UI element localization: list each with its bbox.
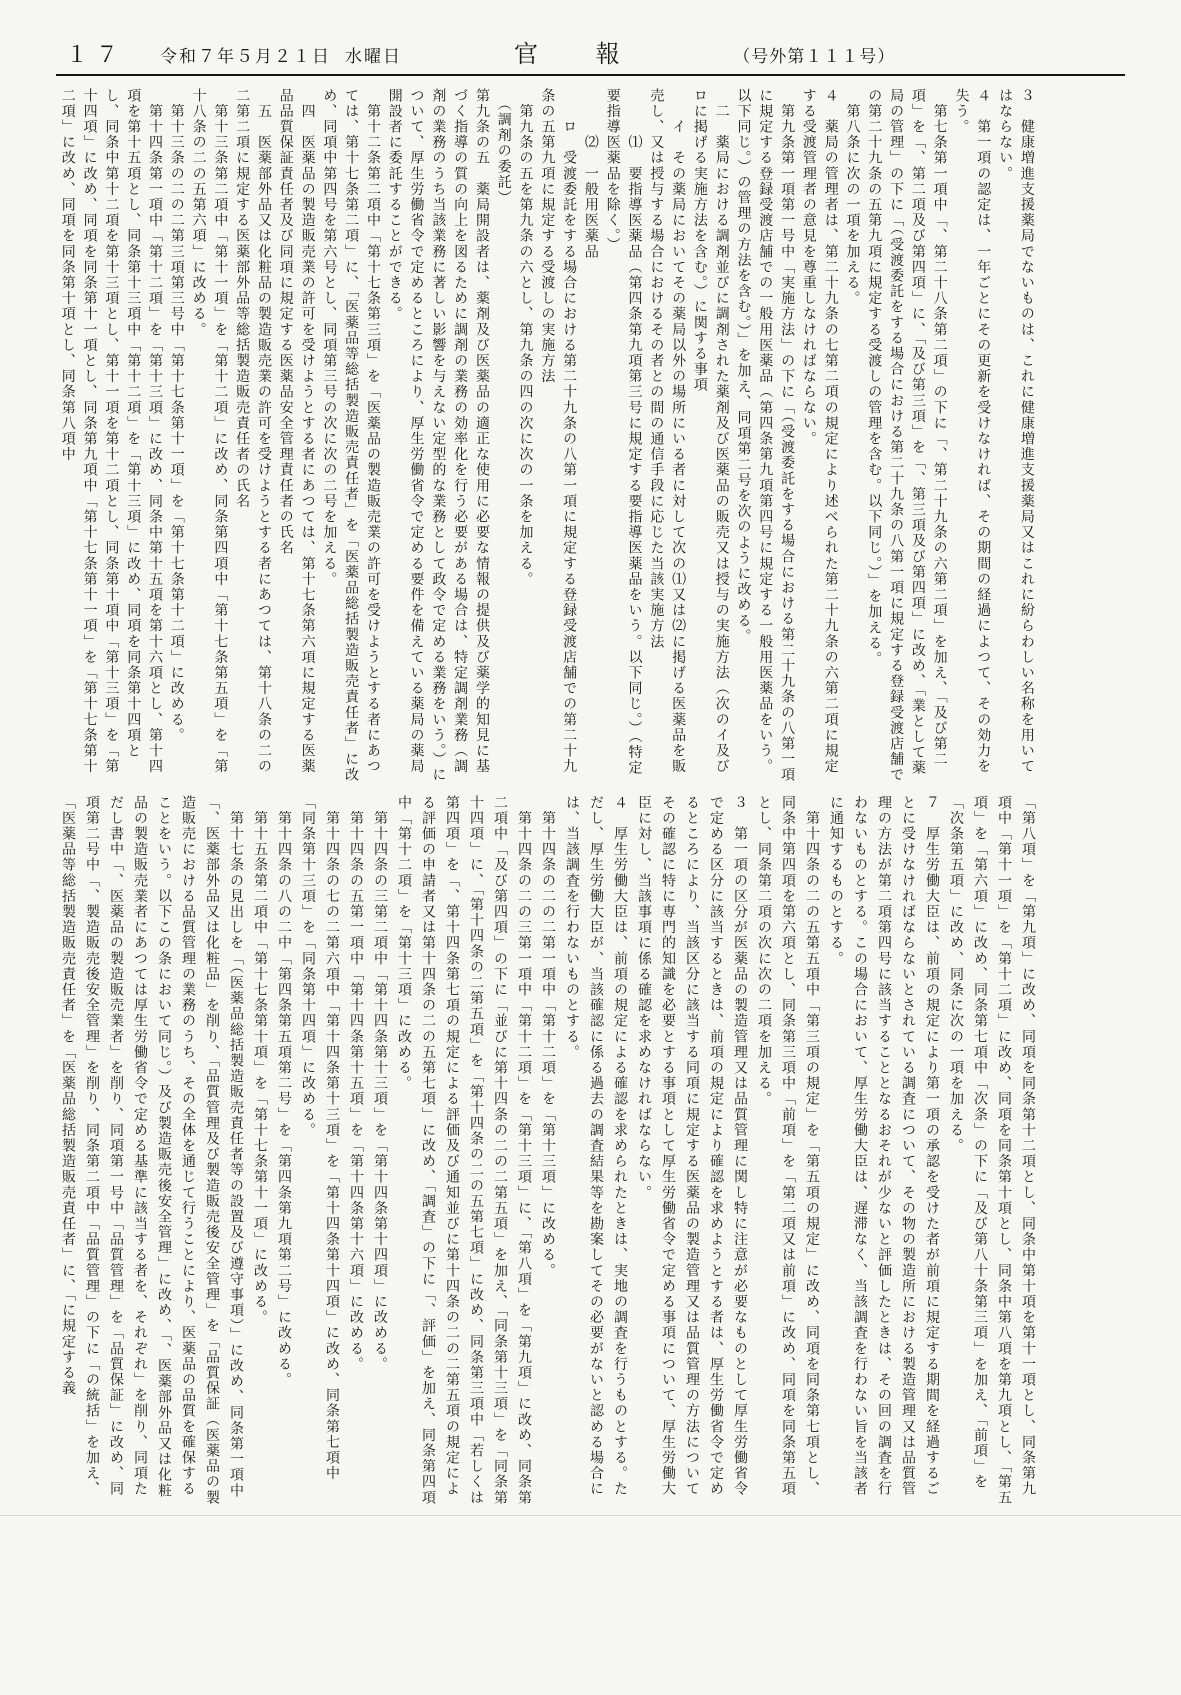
text-column-paragraph: ４ 厚生労働大臣は、前項の規定による確認を求められたときは、実地の調査を行うものとする。ただし、厚生労働大臣が、当該確認に係る過去の調査結果等を勘案してその必要がないと認める場合には、当該調査を行わないものとする。 bbox=[564, 795, 628, 1497]
text-column-paragraph: 第十二条第二項中「第十七条第三項」を「医薬品の製造販売業の許可を受けようとする者にあつては、第十七条第二項」に、「医薬品等総括製造販売責任者」を「医薬品総括製造販売責任者」に改め、同項中第四号を第六号とし、同項第三号の次に次の二号を加える。 bbox=[321, 88, 381, 783]
text-column-paragraph: 第十五条第二項中「第十七条第十項」を「第十七条第十一項」に改める。 bbox=[252, 795, 268, 1326]
text-column-paragraph: 第七条第一項中「、第二十八条第二項」の下に「、第二十九条の六第二項」を加え、「及び第二項」を「、第二項及び第四項」に、「及び第三項」を「、第三項及び第四項」に改め、「業として薬局の管理」の下に「（受渡委託をする場合における第二十九条の八第一項に規定する登録受渡店舗での第二十九条の五第九項に規定する受渡しの管理を含む。以下同じ。）」を加える。 bbox=[866, 88, 948, 783]
text-column-paragraph: 第十三条の二の二第三項第三号中「第十七条第十一項」を「第十七条第十二項」に改める。 bbox=[168, 88, 185, 744]
text-column-paragraph: ４ 第一項の認定は、一年ごとにその更新を受けなければ、その期間の経過によつて、その効力を失う。 bbox=[953, 88, 992, 775]
text-column-paragraph: イ その薬局においてその薬局以外の場所にいる者に対して次の⑴又は⑵に掲げる医薬品を販売し、又は授与する場合におけるその者との間の通信手段に応じた当該実施方法 bbox=[648, 88, 687, 775]
text-column-paragraph: 第十三条第二項中「第十一項」を「第十二項」に改め、同条第四項中「第十七条第五項」を「第十八条の二の五第六項」に改める。 bbox=[190, 88, 229, 775]
text-column-paragraph: 第十四条第一項中「第十二項」を「第十三項」に改め、同条中第十五項を第十六項とし、第十四項を第十五項とし、同条第十三項中「第十二項」を「第十三項」に改め、同項を同条第十四項とし、同条中第十二項を第十三項とし、第十一項を第十二項とし、同条第十項中「第十三項」を「第十四項」に改め、同項を同条第十一項とし、同条第九項中「第十七条第十一項」を「第十七条第十二項」に改め、同項を同条第十項とし、同条第八項中 bbox=[59, 88, 163, 775]
amendment-text-block-top bbox=[56, 88, 1037, 785]
text-column-paragraph: ７ 厚生労働大臣は、前項の規定により第一項の承認を受けた者が前項に規定する期間を経過するごとに受けなければならないとされている調査について、その物の製造所における製造管理又は品質管理の方法が第二項第四号に該当することとなるおそれが少ないと評価したときは、その回の調査を行わないものとする。この場合において、厚生労働大臣は、遅滞なく、当該調査を行わない旨を当該者に通知するものとする。 bbox=[828, 795, 940, 1497]
text-column-paragraph: 第九条第一項第一号中「実施方法」の下に「（受渡委託をする場合における第二十九条の八第一項に規定する登録受渡店舗での一般用医薬品（第四条第九項第四号に規定する一般用医薬品をいう。以下同じ。）の管理の方法を含む。）」を加え、同項第二号を次のように改める。 bbox=[735, 88, 796, 783]
text-column-paragraph: ３ 第一項の区分が医薬品の製造管理又は品質管理に関し特に注意が必要なものとして厚生労働省令で定める区分に該当するときは、前項の規定により確認を求めようとする者は、厚生労働省令で定めるところにより、当該区分に該当する同項に規定する医薬品の製造管理又は品質管理の方法についてその確認に特に専門的知識を必要とする事項として厚生労働省令で定める事項について、厚生労働大臣に対し、当該事項に係る確認を求めなければならない。 bbox=[636, 795, 748, 1497]
text-column-paragraph: ４ 薬局の管理者は、第二十九条の七第二項の規定により述べられた第二十九条の六第二項に規定する受渡管理者の意見を尊重しなければならない。 bbox=[800, 88, 839, 775]
text-column-paragraph: 第十四条の七の二第六項中「第十四条第十三項」を「第十四条第十四項」に改め、同条第七項中「同条第十三項」を「同条第十四項」に改める。 bbox=[300, 795, 340, 1482]
text-column-paragraph: 第十七条の見出しを「（医薬品総括製造販売責任者等の設置及び遵守事項）」に改め、同条第一項中「、医薬部外品又は化粧品」を削り、「品質管理及び製造販売後安全管理」を「品質保証（医薬品の製造販売における品質管理の業務のうち、その全体を通じて行うことにより、医薬品の品質を確保することをいう。以下この条において同じ。）及び製造販売後安全管理」に改め、「、医薬部外品又は化粧品の製造販売業者にあつては厚生労働省令で定める基準に該当する者を、それぞれ」を削り、同項ただし書中「、医薬品の製造販売業者」を削り、同項第一号中「品質管理」を「品質保証」に改め、同項第二号中「、製造販売後安全管理」を削り、同条第二項中「品質管理」の下に「の統括」を加え、「医薬品等総括製造販売責任者」を「医薬品総括製造販売責任者」に、「に規定する義 bbox=[60, 795, 244, 1506]
text-column-paragraph: （調剤の委託） bbox=[495, 88, 512, 206]
text-column-paragraph: 第十四条の五第一項中「第十四条第十五項」を「第十四条第十六項」に改める。 bbox=[348, 795, 364, 1373]
issue-number: （号外第１１１号） bbox=[733, 47, 896, 67]
text-column-paragraph: 第九条の五を第九条の六とし、第九条の四の次に次の一条を加える。 bbox=[517, 88, 534, 588]
gazette-title: 官報 bbox=[514, 40, 678, 68]
text-column-paragraph: 第十四条の八の二中「第四条第五項第二号」を「第四条第九項第二号」に改める。 bbox=[276, 795, 292, 1388]
amendment-text-block-bottom bbox=[56, 795, 1040, 1511]
text-column-paragraph: ロ 受渡委託をする場合における第二十九条の八第一項に規定する登録受渡店舗での第二十九条の五第九項に規定する受渡しの実施方法 bbox=[539, 88, 578, 775]
text-column-paragraph: 第十四条の二の三第一項中「第十二項」を「第十三項」に、「第八項」を「第九項」に改め、同条第二項中「及び第四項」の下に「並びに第十四条の二の二第五項」を加え、「同条第十三項」を「同条第十四項」に、「第十四条の二第五項」を「第十四条の二の五第七項」に改め、同条第三項中「若しくは第四項」を「、第十四条第七項の規定による評価及び通知並びに第十四条の二の二第五項の規定による評価の申請者又は第十四条の二の五第七項」に改め、「調査」の下に「、評価」を加え、同条第四項中「第十二項」を「第十三項」に改める。 bbox=[396, 795, 532, 1506]
weekday-text: 水曜日 bbox=[345, 47, 403, 67]
text-column-paragraph: 四 医薬品の製造販売業の許可を受けようとする者にあつては、第十七条第六項に規定する医薬品品質保証責任者及び同項に規定する医薬品安全管理責任者の氏名 bbox=[277, 88, 316, 775]
text-column-paragraph: 第九条の五 薬局開設者は、薬剤及び医薬品の適正な使用に必要な情報の提供及び薬学的知見に基づく指導の質の向上を図るために調剤の業務の効率化を行う必要がある場合は、特定調剤業務（調剤の業務のうち当該業務に著しい影響を与えない定型的な業務として政令で定める業務をいう。）について、厚生労働省令で定めるところにより、厚生労働省令で定める要件を備えている薬局の薬局開設者に委託することができる。 bbox=[386, 88, 490, 783]
issue-date bbox=[160, 42, 402, 67]
text-column-paragraph: ３ 健康増進支援薬局でないものは、これに健康増進支援薬局又はこれに紛らわしい名称を用いてはならない。 bbox=[997, 88, 1035, 775]
text-column-paragraph: 五 医薬部外品又は化粧品の製造販売業の許可を受けようとする者にあつては、第十八条の二の二第二項に規定する医薬部外品等総括製造販売責任者の氏名 bbox=[234, 88, 272, 775]
text-column-paragraph: ⑴ 要指導医薬品（第四条第九項第三号に規定する要指導医薬品をいう。以下同じ。）（特定要指導医薬品を除く。） bbox=[604, 88, 643, 776]
text-column-paragraph: 第十四条の二の二第一項中「第十二項」を「第十三項」に改める。 bbox=[540, 795, 556, 1279]
masthead bbox=[56, 34, 1125, 68]
text-column-paragraph: 第十四条の二の五第五項中「第三項の規定」を「第五項の規定」に改め、同項を同条第七項とし、同条中第四項を第六項とし、同条第三項中「前項」を「第二項又は前項」に改め、同項を同条第五項とし、同条第二項の次に次の二項を加える。 bbox=[756, 795, 820, 1497]
text-column-paragraph: 二 薬局における調剤並びに調剤された薬剤及び医薬品の販売又は授与の実施方法（次のイ及びロに掲げる実施方法を含む。）に関する事項 bbox=[691, 88, 730, 775]
header-divider bbox=[56, 74, 1125, 76]
page-number: １７ bbox=[66, 43, 127, 68]
text-column-paragraph: 第八条に次の一項を加える。 bbox=[844, 88, 861, 307]
page-bottom-edge bbox=[0, 1515, 1181, 1516]
date-text: 令和７年５月２１日 bbox=[160, 47, 332, 67]
text-column-paragraph: ⑵ 一般用医薬品 bbox=[582, 88, 599, 260]
text-column-paragraph: 第十四条の三第二項中「第十四条第十三項」を「第十四条第十四項」に改める。 bbox=[372, 795, 388, 1373]
text-column-paragraph: 「第八項」を「第九項」に改め、同項を同条第十二項とし、同条中第十項を第十一項とし、同条第九項中「第十一項」を「第十二項」に改め、同項を同条第十項とし、同条中第八項を第九項とし、「第五項」を「第六項」に改め、同条第七項中「次条」の下に「及び第八十条第三項」を加え、「前項」を「次条第五項」に改め、同条に次の一項を加える。 bbox=[948, 795, 1036, 1506]
